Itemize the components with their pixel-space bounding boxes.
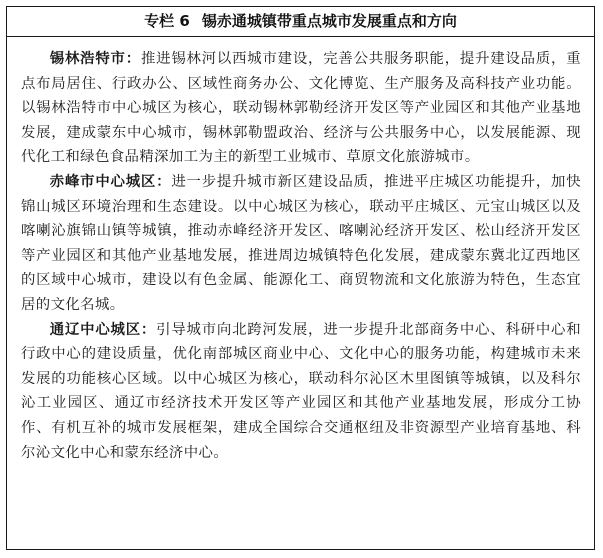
section-body: 进一步提升城市新区建设品质，推进平庄城区功能提升，加快锦山城区环境治理和生态建设。以中心城区为核心，联动平庄城区、元宝山城区以及喀喇沁旗锦山镇等城镇，推动赤峰经济开发区、喀喇沁经济开发区、松山经济开发区等产业园区和其他产业基地发展，推进周边城镇特色化发展，建成蒙东冀北辽西地区的区域中心城市，建设以有色金属、能源化工、商贸物流和文化旅游为特色，生态宜居的文化名城。: [21, 173, 581, 313]
section-body: 推进锡林河以西城市建设，完善公共服务职能，提升建设品质，重点布局居住、行政办公、区域性商务办公、文化博览、生产服务及高科技产业功能。以锡林浩特市中心城区为核心，联动锡林郭勒经济开发区等产业园区和其他产业基地发展，建成蒙东中心城市，锡林郭勒盟政治、经济与公共服务中心，以发展能源、现代化工和绿色食品精深加工为主的新型工业城市、草原文化旅游城市。: [21, 51, 581, 166]
section-tongliao: [21, 318, 581, 466]
section-head: 通辽中心城区：: [49, 321, 157, 338]
section-chifeng: [21, 170, 581, 318]
column-box: [6, 6, 595, 550]
box-title: 锡赤通城镇带重点城市发展重点和方向: [201, 12, 457, 30]
box-content: [21, 47, 581, 465]
section-xilinhot: [21, 47, 581, 170]
section-head: 锡林浩特市：: [49, 51, 141, 67]
section-head: 赤峰市中心城区：: [49, 173, 172, 190]
box-label: 专栏 6: [144, 12, 190, 30]
box-title-row: [7, 7, 594, 37]
section-body: 引导城市向北跨河发展，进一步提升北部商务中心、科研中心和行政中心的建设质量，优化南部城区商业中心、文化中心的服务功能，构建城市未来发展的功能核心区域。以中心城区为核心，联动科尔沁区木里图镇等城镇，以及科尔沁工业园区、通辽市经济技术开发区等产业园区和其他产业基地发展，形成分工协作、有机互补的城市发展框架，建成全国综合交通枢纽及非资源型产业培育基地、科尔沁文化中心和蒙东经济中心。: [21, 321, 581, 461]
